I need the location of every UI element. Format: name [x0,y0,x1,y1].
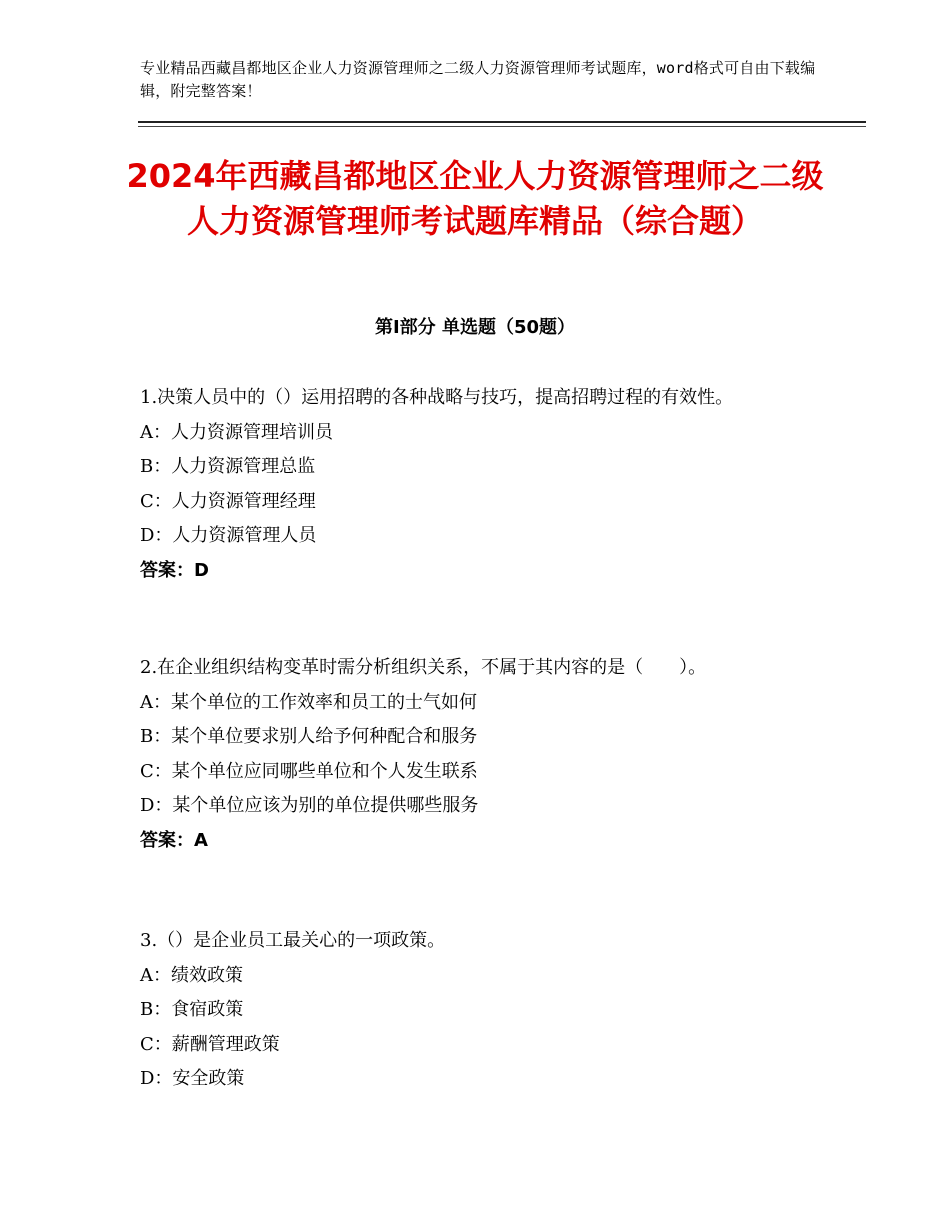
answer: 答案：D [140,559,209,581]
question-stem: 2.在企业组织结构变革时需分析组织关系，不属于其内容的是（ ）。 [140,657,707,678]
option-d: D：某个单位应该为别的单位提供哪些服务 [140,795,479,816]
question-stem: 3.（）是企业员工最关心的一项政策。 [140,930,446,951]
option-a: A：人力资源管理培训员 [140,421,333,443]
header-divider-thick [138,121,866,123]
section-title: 第Ⅰ部分 单选题（50题） [374,317,575,338]
option-d: D：人力资源管理人员 [140,525,317,546]
question-3 [140,924,820,1097]
question-stem: 1.决策人员中的（）运用招聘的各种战略与技巧，提高招聘过程的有效性。 [140,387,734,408]
option-d: D：安全政策 [140,1068,245,1089]
option-b: B：食宿政策 [140,999,244,1020]
option-c: C：某个单位应同哪些单位和个人发生联系 [140,760,478,782]
option-c: C：薪酬管理政策 [140,1033,280,1055]
answer: 答案：A [140,829,208,851]
question-1 [140,381,820,588]
header-divider-thin [138,126,866,127]
document-title: 2024年西藏昌都地区企业人力资源管理师之二级人力资源管理师考试题库精品（综合题） [126,157,824,240]
option-a: A：绩效政策 [140,964,243,986]
option-a: A：某个单位的工作效率和员工的士气如何 [140,691,477,713]
option-b: B：某个单位要求别人给予何种配合和服务 [140,726,478,747]
option-b: B：人力资源管理总监 [140,456,316,477]
header-note: 专业精品西藏昌都地区企业人力资源管理师之二级人力资源管理师考试题库，word格式可自由下载编辑，附完整答案！ [140,59,816,100]
question-2 [140,651,820,858]
option-c: C：人力资源管理经理 [140,490,316,512]
